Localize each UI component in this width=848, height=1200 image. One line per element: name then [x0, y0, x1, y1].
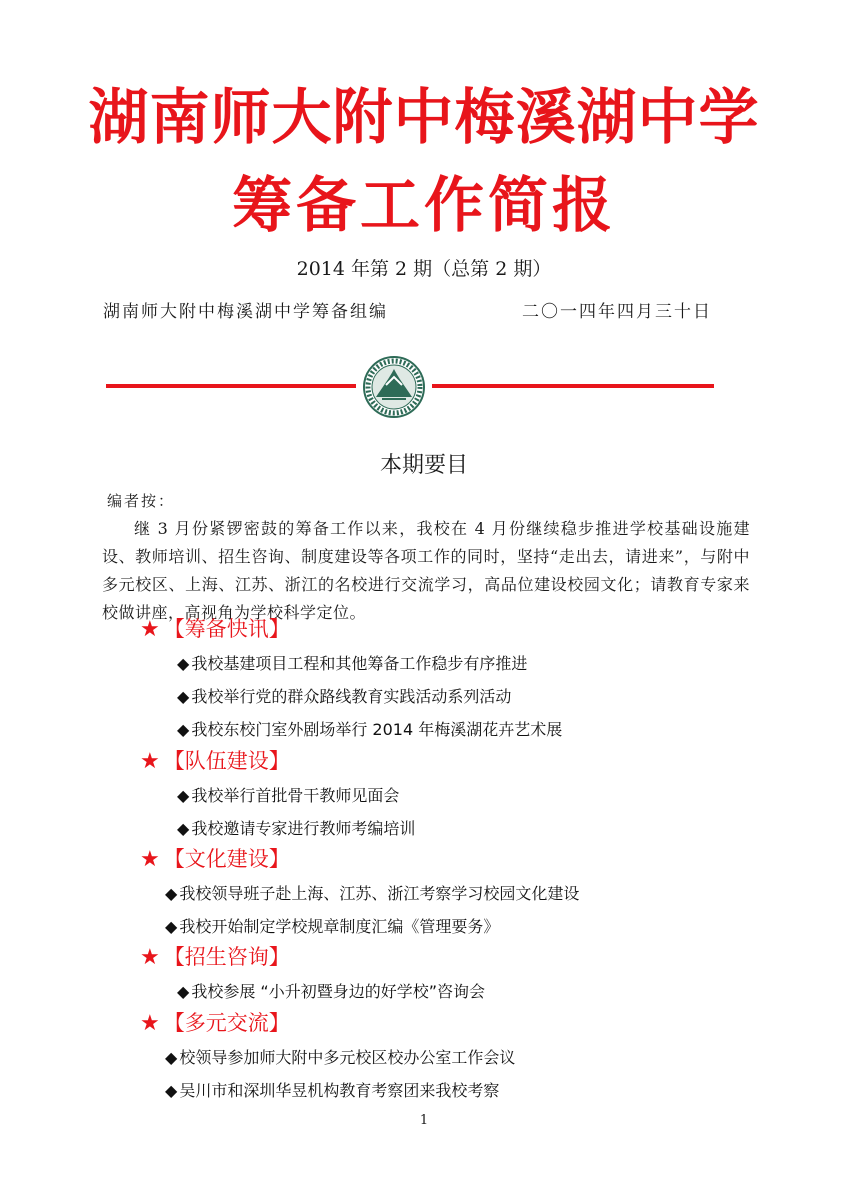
- publish-date: 二〇一四年四月三十日: [522, 302, 712, 322]
- school-logo-icon: [362, 355, 426, 419]
- section-heading-team: [140, 746, 290, 777]
- section-heading-enrollment: [140, 942, 290, 973]
- section-title: 【队伍建设】: [163, 749, 290, 773]
- star-icon: ★: [140, 847, 160, 872]
- diamond-bullet-icon: ◆: [177, 786, 190, 805]
- list-item: ◆ 校领导参加师大附中多元校区校办公室工作会议: [165, 1048, 516, 1067]
- diamond-bullet-icon: ◆: [165, 917, 178, 936]
- editor-note-label: 编者按：: [107, 492, 176, 510]
- diamond-bullet-icon: ◆: [177, 982, 190, 1001]
- list-item: ◆ 我校举行首批骨干教师见面会: [177, 786, 400, 805]
- star-icon: ★: [140, 749, 160, 774]
- issue-number: 2014 年第 2 期（总第 2 期）: [296, 258, 552, 280]
- list-item: ◆ 我校举行党的群众路线教育实践活动系列活动: [177, 687, 512, 706]
- diamond-bullet-icon: ◆: [165, 884, 178, 903]
- star-icon: ★: [140, 617, 160, 642]
- divider-left: [106, 384, 356, 388]
- editor-credit: 湖南师大附中梅溪湖中学筹备组编: [103, 302, 388, 322]
- star-icon: ★: [140, 1011, 160, 1036]
- list-item: ◆ 我校邀请专家进行教师考编培训: [177, 819, 416, 838]
- list-item: ◆ 我校参展 “小升初暨身边的好学校”咨询会: [177, 982, 485, 1001]
- section-title: 【文化建设】: [163, 847, 290, 871]
- bulletin-title-line2: 筹备工作简报: [232, 171, 616, 241]
- editor-note-body: 继 3 月份紧锣密鼓的筹备工作以来，我校在 4 月份继续稳步推进学校基础设施建设、教师培训、招生咨询、制度建设等各项工作的同时，坚持“走出去，请进来”，与附中多元校区、上海、江苏、浙江的名校进行交流学习，高品位建设校园文化；请教育专家来校做讲座，高视角为学校科学定位。: [102, 519, 750, 622]
- diamond-bullet-icon: ◆: [177, 720, 190, 739]
- section-heading-news: [140, 614, 290, 645]
- section-title: 【筹备快讯】: [163, 617, 290, 641]
- section-title: 【多元交流】: [163, 1011, 290, 1035]
- diamond-bullet-icon: ◆: [177, 687, 190, 706]
- star-icon: ★: [140, 945, 160, 970]
- section-heading-exchange: [140, 1008, 290, 1039]
- list-item: ◆ 我校开始制定学校规章制度汇编《管理要务》: [165, 917, 500, 936]
- page-number: 1: [419, 1113, 429, 1128]
- diamond-bullet-icon: ◆: [165, 1081, 178, 1100]
- list-item: ◆ 吴川市和深圳华昱机构教育考察团来我校考察: [165, 1081, 500, 1100]
- section-heading-culture: [140, 844, 290, 875]
- list-item: ◆ 我校领导班子赴上海、江苏、浙江考察学习校园文化建设: [165, 884, 580, 903]
- diamond-bullet-icon: ◆: [177, 654, 190, 673]
- bulletin-title-line1: 湖南师大附中梅溪湖中学: [88, 83, 760, 153]
- list-item: ◆ 我校基建项目工程和其他筹备工作稳步有序推进: [177, 654, 528, 673]
- diamond-bullet-icon: ◆: [165, 1048, 178, 1067]
- diamond-bullet-icon: ◆: [177, 819, 190, 838]
- section-title: 【招生咨询】: [163, 945, 290, 969]
- contents-heading: 本期要目: [379, 453, 468, 478]
- divider-right: [432, 384, 714, 388]
- list-item: ◆ 我校东校门室外剧场举行 2014 年梅溪湖花卉艺术展: [177, 720, 563, 739]
